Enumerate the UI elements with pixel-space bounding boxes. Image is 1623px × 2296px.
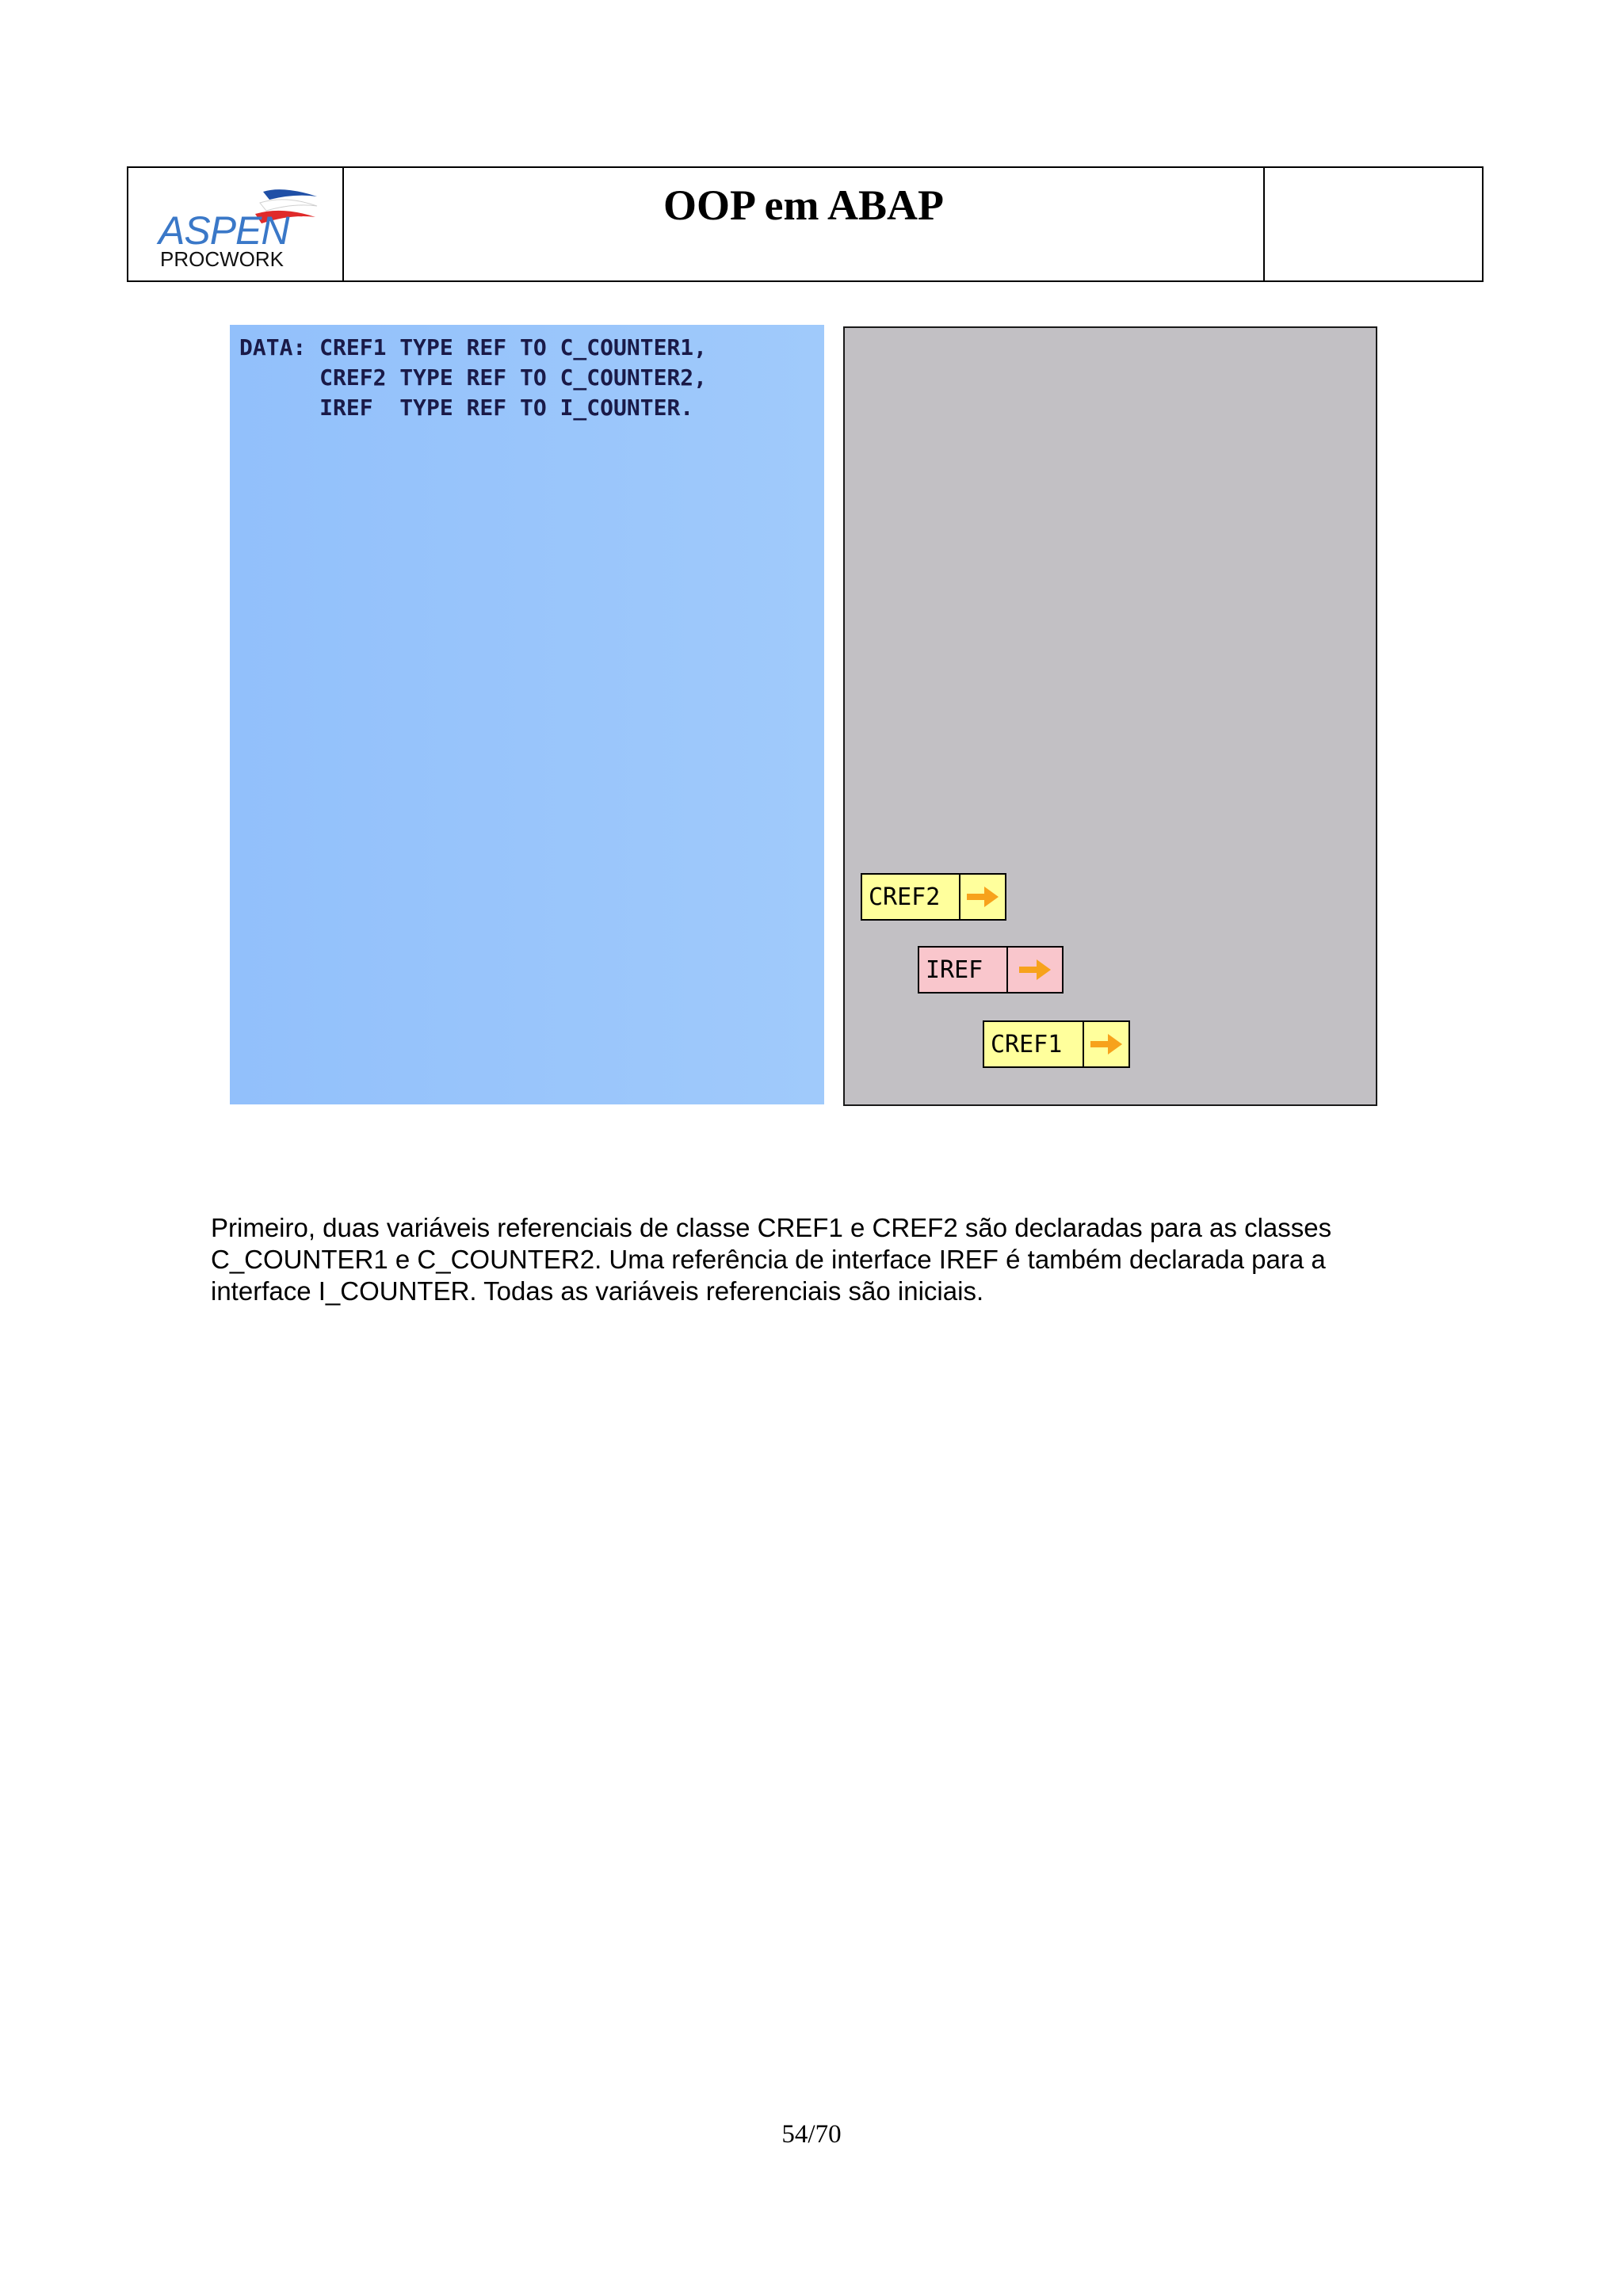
right-arrow-icon	[1089, 1032, 1124, 1057]
reference-variable-iref	[918, 946, 1064, 994]
code-block	[239, 333, 707, 423]
reference-variable-cref1	[983, 1020, 1130, 1068]
body-paragraph: Primeiro, duas variáveis referenciais de classe CREF1 e CREF2 são declaradas para as classes C_COUNTER1 e C_COUNTER2. Uma referência de interface IREF é também declarada para a interface I_COUNTER. Todas as variáveis referenciais são iniciais.	[211, 1213, 1332, 1306]
logo-brand-text: ASPEN	[158, 208, 289, 253]
reference-pointer	[1084, 1022, 1128, 1066]
reference-variable-label: CREF2	[862, 875, 960, 919]
title-cell	[344, 168, 1265, 280]
code-line: CREF2 TYPE REF TO C_COUNTER2,	[239, 364, 708, 391]
reference-pointer	[960, 875, 1005, 919]
header-right-cell	[1265, 168, 1482, 280]
logo-cell	[128, 168, 344, 280]
memory-panel	[843, 326, 1377, 1106]
right-arrow-icon	[965, 884, 1000, 910]
page-title: OOP em ABAP	[663, 181, 944, 229]
reference-pointer	[1008, 948, 1062, 992]
code-line: IREF TYPE REF TO I_COUNTER.	[239, 395, 694, 421]
reference-variable-label: IREF	[919, 948, 1008, 992]
page-number: 54/70	[781, 2120, 842, 2149]
code-panel	[230, 325, 824, 1104]
code-line: DATA: CREF1 TYPE REF TO C_COUNTER1,	[239, 334, 708, 360]
reference-variable-cref2	[861, 873, 1006, 921]
header-table	[127, 166, 1484, 282]
reference-variable-label: CREF1	[984, 1022, 1084, 1066]
right-arrow-icon	[1018, 957, 1052, 982]
logo-subtitle-text: PROCWORK	[160, 247, 284, 271]
